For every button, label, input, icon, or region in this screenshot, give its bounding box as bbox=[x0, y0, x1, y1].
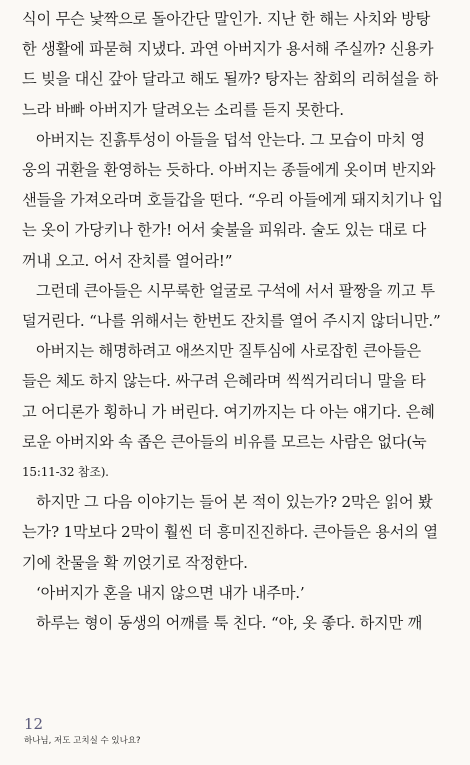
text-line: 한 생활에 파묻혀 지냈다. 과연 아버지가 용서해 주실까? 신용카 bbox=[22, 40, 434, 59]
text-line: 꺼내 오고. 어서 잔치를 열어라!” bbox=[22, 251, 233, 270]
text-line: 들은 체도 하지 않는다. 싸구려 은혜라며 씩씩거리더니 말을 타 bbox=[22, 372, 426, 391]
text-line: 웅의 귀환을 환영하는 듯하다. 아버지는 종들에게 옷이며 반지와 bbox=[22, 161, 436, 180]
text-line: 식이 무슨 낯짝으로 돌아간단 말인가. 지난 한 해는 사치와 방탕 bbox=[22, 10, 431, 28]
page-number: 12 bbox=[24, 715, 44, 733]
paragraph-5 bbox=[22, 487, 450, 578]
text-line: 아버지는 진흙투성이 아들을 덥석 안는다. 그 모습이 마치 영 bbox=[36, 130, 425, 149]
text-line: ‘아버지가 혼을 내지 않으면 내가 내주마.’ bbox=[36, 583, 305, 602]
text-line: 는 옷이 가당키나 한가! 어서 숯불을 피워라. 술도 있는 대로 다 bbox=[22, 221, 427, 240]
paragraph-1 bbox=[22, 4, 450, 125]
text-line: 로운 아버지와 속 좁은 큰아들의 비유를 모르는 사람은 없다(눅 bbox=[22, 432, 427, 451]
scripture-reference: 15:11-32 참조). bbox=[22, 465, 109, 480]
paragraph-7 bbox=[22, 608, 450, 638]
text-line: 샌들을 가져오라며 호들갑을 떤다. “우리 아들에게 돼지치기나 입 bbox=[22, 191, 443, 210]
text-line: 느라 바빠 아버지가 달려오는 소리를 듣지 못한다. bbox=[22, 100, 344, 119]
text-line: 는가? 1막보다 2막이 훨씬 더 흥미진진하다. 큰아들은 용서의 열 bbox=[22, 523, 438, 542]
paragraph-6 bbox=[22, 578, 450, 608]
paragraph-2 bbox=[22, 125, 450, 276]
page-body bbox=[22, 4, 450, 638]
paragraph-3 bbox=[22, 276, 450, 336]
text-line: 아버지는 해명하려고 애쓰지만 질투심에 사로잡힌 큰아들은 bbox=[36, 342, 421, 361]
page-footer bbox=[24, 714, 141, 748]
book-title: 하나님, 저도 고치실 수 있나요? bbox=[24, 736, 141, 746]
text-line: 고 어디론가 횡하니 가 버린다. 여기까지는 다 아는 얘기다. 은혜 bbox=[22, 402, 435, 421]
text-line: 그런데 큰아들은 시무룩한 얼굴로 구석에 서서 팔짱을 끼고 투 bbox=[36, 281, 435, 300]
paragraph-4 bbox=[22, 336, 450, 487]
text-line: 기에 찬물을 확 끼얹기로 작정한다. bbox=[22, 553, 248, 572]
text-line: 하지만 그 다음 이야기는 들어 본 적이 있는가? 2막은 읽어 봤 bbox=[36, 493, 433, 512]
text-line: 드 빚을 대신 갚아 달라고 해도 될까? 탕자는 참회의 리허설을 하 bbox=[22, 70, 438, 89]
text-line: 덜거린다. “나를 위해서는 한번도 잔치를 열어 주시지 않더니만.” bbox=[22, 312, 441, 331]
text-line: 하루는 형이 동생의 어깨를 툭 친다. “야, 옷 좋다. 하지만 깨 bbox=[36, 614, 423, 633]
